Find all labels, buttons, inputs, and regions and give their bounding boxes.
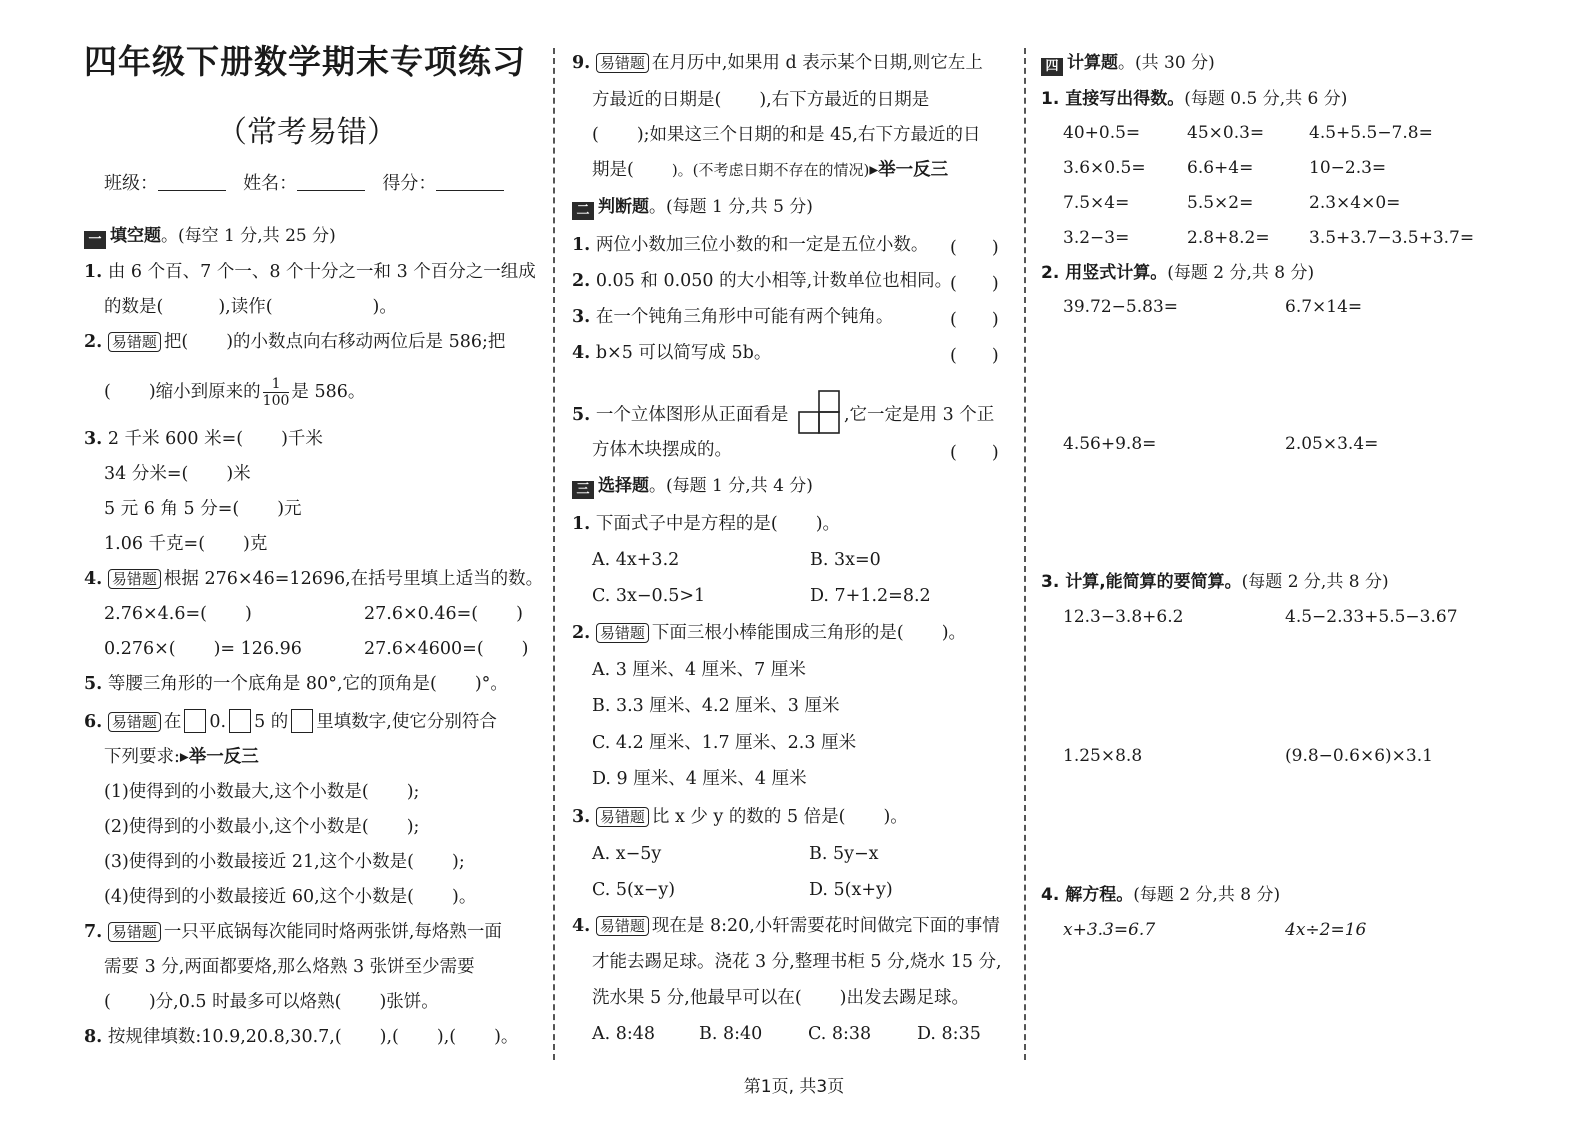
s1-q7-line3: ( )分,0.5 时最多可以烙熟( )张饼。 [104, 992, 439, 1012]
equation: 4x÷2=16 [1285, 920, 1367, 940]
s1-q3-line4: 1.06 千克=( )克 [104, 534, 268, 554]
s1-q3-line1: 3. 2 千米 600 米=( )千米 [84, 429, 323, 449]
calc-item: 10−2.3= [1309, 158, 1387, 178]
class-field[interactable] [158, 173, 226, 191]
calc-item: 3.5+3.7−3.5+3.7= [1309, 228, 1475, 248]
section-2-badge: 二 [572, 202, 594, 220]
s1-q6-1: (1)使得到的小数最大,这个小数是( ); [104, 782, 420, 802]
section-1-header [84, 225, 336, 249]
s2-q3: 3. 在一个钝角三角形中可能有两个钝角。 [572, 307, 894, 327]
s1-q3-line2: 34 分米=( )米 [104, 464, 251, 484]
section-3-header [572, 475, 813, 499]
s1-q9-line4: 期是( )。(不考虑日期不存在的情况)▸举一反三 [592, 160, 949, 180]
section-4-header [1041, 52, 1215, 76]
error-tag: 易错题 [108, 712, 161, 732]
s1-q4-line1: 4. 易错题 根据 276×46=12696,在括号里填上适当的数。 [84, 569, 544, 589]
calc-item: 2.3×4×0= [1309, 193, 1401, 213]
s2-q4: 4. b×5 可以简写成 5b。 [572, 343, 772, 363]
s3-q4-line2: 才能去踢足球。浇花 3 分,整理书柜 5 分,烧水 15 分, [592, 952, 1002, 972]
name-field[interactable] [297, 173, 365, 191]
front-view-grid-icon [798, 390, 840, 434]
s3-q4-line1: 4. 易错题 现在是 8:20,小轩需要花时间做完下面的事情 [572, 916, 1000, 936]
digit-box[interactable] [184, 709, 206, 733]
s3-q3-option-a[interactable]: A. x−5y [592, 844, 662, 864]
s1-q4-d: 27.6×4600=( ) [364, 639, 529, 659]
judge-paren[interactable]: ( ) [950, 238, 999, 258]
s1-q9-line3: ( );如果这三个日期的和是 45,右下方最近的日 [592, 125, 981, 145]
calc-item: 2.8+8.2= [1187, 228, 1270, 248]
s2-q5-line1: 5. 一个立体图形从正面看是 ,它一定是用 3 个正 [572, 390, 994, 434]
calc-item: 7.5×4= [1063, 193, 1130, 213]
s1-q8: 8. 按规律填数:10.9,20.8,30.7,( ),( ),( )。 [84, 1027, 519, 1047]
calc-item: 45×0.3= [1187, 123, 1265, 143]
s1-q4-b: 27.6×0.46=( ) [364, 604, 523, 624]
column-divider-1 [553, 48, 555, 1060]
s3-q4-line3: 洗水果 5 分,他最早可以在( )出发去踢足球。 [592, 988, 969, 1008]
s1-q6-4: (4)使得到的小数最接近 60,这个小数是( )。 [104, 887, 477, 907]
vertical-calc: 6.7×14= [1285, 297, 1363, 317]
column-3 [1041, 0, 1521, 1070]
calc-item: 5.5×2= [1187, 193, 1254, 213]
error-tag: 易错题 [596, 916, 649, 936]
simplify-calc: 12.3−3.8+6.2 [1063, 607, 1184, 627]
page-title: 四年级下册数学期末专项练习 [84, 42, 526, 81]
section-4-badge: 四 [1041, 58, 1063, 76]
error-tag: 易错题 [596, 53, 649, 73]
s3-q2-option-d[interactable]: D. 9 厘米、4 厘米、4 厘米 [592, 769, 807, 789]
s3-q2-option-c[interactable]: C. 4.2 厘米、1.7 厘米、2.3 厘米 [592, 733, 857, 753]
extend-tag: ▸举一反三 [869, 160, 949, 180]
section-4-title: 计算题 [1067, 53, 1118, 73]
error-tag: 易错题 [596, 807, 649, 827]
s1-q6-2: (2)使得到的小数最小,这个小数是( ); [104, 817, 420, 837]
s1-q9-line2: 方最近的日期是( ),右下方最近的日期是 [592, 90, 930, 110]
calc-item: 3.6×0.5= [1063, 158, 1146, 178]
name-label: 姓名： [243, 173, 298, 194]
s3-q3-option-d[interactable]: D. 5(x+y) [809, 880, 893, 900]
s3-q2: 2. 易错题 下面三根小棒能围成三角形的是( )。 [572, 623, 967, 643]
section-1-title: 填空题 [110, 226, 161, 246]
calc-item: 4.5+5.5−7.8= [1309, 123, 1433, 143]
s3-q1-option-d[interactable]: D. 7+1.2=8.2 [810, 586, 931, 606]
error-tag: 易错题 [108, 922, 161, 942]
s3-q1: 1. 下面式子中是方程的是( )。 [572, 514, 841, 534]
error-tag: 易错题 [108, 569, 161, 589]
page-footer: 第1页, 共3页 [743, 1077, 845, 1097]
s2-q5-line2: 方体木块摆成的。 [592, 440, 732, 460]
s4-part1-heading: 1. 直接写出得数。(每题 0.5 分,共 6 分) [1041, 89, 1348, 109]
equation: x+3.3=6.7 [1063, 920, 1156, 940]
digit-box[interactable] [291, 709, 313, 733]
digit-box[interactable] [229, 709, 251, 733]
s3-q4-option-a[interactable]: A. 8:48 [592, 1024, 656, 1044]
simplify-calc: 4.5−2.33+5.5−3.67 [1285, 607, 1458, 627]
s3-q1-option-b[interactable]: B. 3x=0 [810, 550, 881, 570]
s3-q3: 3. 易错题 比 x 少 y 的数的 5 倍是( )。 [572, 807, 908, 827]
s1-q7-line2: 需要 3 分,两面都要烙,那么烙熟 3 张饼至少需要 [104, 957, 475, 977]
s1-q1-line2: 的数是( ),读作( )。 [104, 297, 397, 317]
vertical-calc: 4.56+9.8= [1063, 434, 1157, 454]
judge-paren[interactable]: ( ) [950, 310, 999, 330]
column-2 [572, 0, 1022, 1070]
student-info-row [104, 173, 504, 195]
section-3-badge: 三 [572, 481, 594, 499]
judge-paren[interactable]: ( ) [950, 274, 999, 294]
s3-q3-option-c[interactable]: C. 5(x−y) [592, 880, 676, 900]
s1-q2-line1: 2. 易错题 把( )的小数点向右移动两位后是 586;把 [84, 332, 506, 352]
section-3-note: 。(每题 1 分,共 4 分) [649, 476, 813, 496]
judge-paren[interactable]: ( ) [950, 346, 999, 366]
s4-part4-heading: 4. 解方程。(每题 2 分,共 8 分) [1041, 885, 1281, 905]
section-3-title: 选择题 [598, 476, 649, 496]
s1-q7-line1: 7. 易错题 一只平底锅每次能同时烙两张饼,每烙熟一面 [84, 922, 502, 942]
s3-q4-option-c[interactable]: C. 8:38 [808, 1024, 872, 1044]
s3-q4-option-d[interactable]: D. 8:35 [917, 1024, 981, 1044]
calc-item: 3.2−3= [1063, 228, 1130, 248]
section-4-note: 。(共 30 分) [1118, 53, 1215, 73]
page-subtitle: （常考易错） [217, 115, 397, 150]
s1-q6-line1: 6. 易错题 在 0. 5 的 里填数字,使它分别符合 [84, 709, 497, 733]
s1-q6-3: (3)使得到的小数最接近 21,这个小数是( ); [104, 852, 465, 872]
section-2-title: 判断题 [598, 197, 649, 217]
error-tag: 易错题 [596, 623, 649, 643]
s2-q1: 1. 两位小数加三位小数的和一定是五位小数。 [572, 235, 929, 255]
vertical-calc: 2.05×3.4= [1285, 434, 1379, 454]
judge-paren[interactable]: ( ) [950, 443, 999, 463]
score-field[interactable] [436, 173, 504, 191]
s2-q2: 2. 0.05 和 0.050 的大小相等,计数单位也相同。 [572, 271, 953, 291]
s4-part2-heading: 2. 用竖式计算。(每题 2 分,共 8 分) [1041, 263, 1315, 283]
error-tag: 易错题 [108, 332, 161, 352]
s3-q2-option-a[interactable]: A. 3 厘米、4 厘米、7 厘米 [592, 660, 806, 680]
s1-q5: 5. 等腰三角形的一个底角是 80°,它的顶角是( )°。 [84, 674, 508, 694]
score-label: 得分： [382, 173, 437, 194]
s1-q9-line1: 9. 易错题 在月历中,如果用 d 表示某个日期,则它左上 [572, 53, 983, 73]
s3-q1-option-a[interactable]: A. 4x+3.2 [592, 550, 680, 570]
s4-part3-heading: 3. 计算,能简算的要简算。(每题 2 分,共 8 分) [1041, 572, 1389, 592]
s1-q4-c: 0.276×( )= 126.96 [104, 639, 302, 659]
simplify-calc: (9.8−0.6×6)×3.1 [1285, 746, 1433, 766]
calc-item: 6.6+4= [1187, 158, 1254, 178]
s1-q6-line2: 下列要求:▸举一反三 [104, 747, 259, 767]
s3-q1-option-c[interactable]: C. 3x−0.5>1 [592, 586, 706, 606]
fraction: $\frac{1}{100}$ [262, 376, 290, 409]
extend-tag: ▸举一反三 [179, 747, 259, 767]
s3-q2-option-b[interactable]: B. 3.3 厘米、4.2 厘米、3 厘米 [592, 696, 840, 716]
s1-q4-a: 2.76×4.6=( ) [104, 604, 252, 624]
s1-q2-line2: ( )缩小到原来的 $\frac{1}{100}$ 是 586。 [104, 376, 366, 409]
s3-q3-option-b[interactable]: B. 5y−x [809, 844, 879, 864]
column-divider-2 [1024, 48, 1026, 1060]
section-1-note: 。(每空 1 分,共 25 分) [161, 226, 336, 246]
column-1 [84, 0, 554, 1070]
section-1-badge: 一 [84, 231, 106, 249]
simplify-calc: 1.25×8.8 [1063, 746, 1143, 766]
section-2-note: 。(每题 1 分,共 5 分) [649, 197, 813, 217]
s3-q4-option-b[interactable]: B. 8:40 [699, 1024, 763, 1044]
calc-item: 40+0.5= [1063, 123, 1141, 143]
s1-q1-line1: 1. 由 6 个百、7 个一、8 个十分之一和 3 个百分之一组成 [84, 262, 536, 282]
vertical-calc: 39.72−5.83= [1063, 297, 1179, 317]
s1-q3-line3: 5 元 6 角 5 分=( )元 [104, 499, 302, 519]
section-2-header [572, 196, 813, 220]
class-label: 班级： [104, 173, 158, 194]
